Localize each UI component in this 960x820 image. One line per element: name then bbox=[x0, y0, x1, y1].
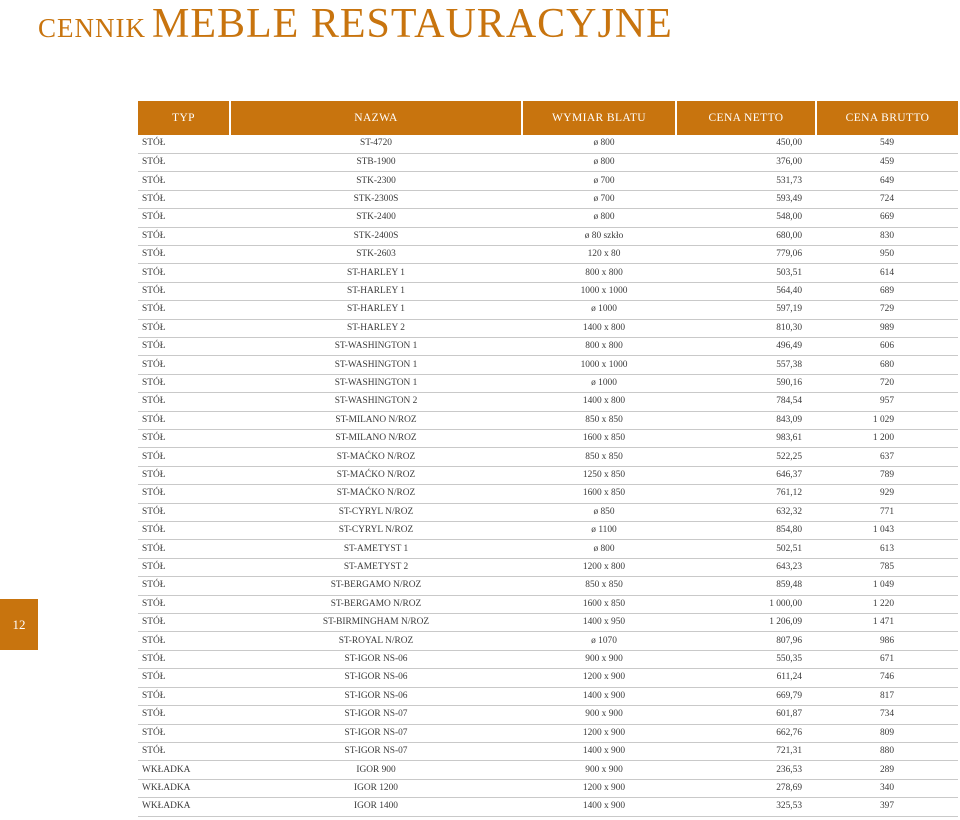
table-row bbox=[138, 503, 958, 521]
table-row bbox=[138, 393, 958, 411]
table-row bbox=[138, 301, 958, 319]
cell-typ: STÓŁ bbox=[138, 430, 230, 448]
cell-wymiar: ø 1070 bbox=[522, 632, 676, 650]
cell-nazwa: ST-WASHINGTON 1 bbox=[230, 337, 522, 355]
cell-brutto: 986 bbox=[816, 632, 958, 650]
cell-netto: 611,24 bbox=[676, 669, 816, 687]
cell-typ: STÓŁ bbox=[138, 466, 230, 484]
cell-nazwa: ST-IGOR NS-06 bbox=[230, 687, 522, 705]
cell-nazwa: ST-BERGAMO N/ROZ bbox=[230, 595, 522, 613]
cell-nazwa: ST-HARLEY 1 bbox=[230, 282, 522, 300]
page-number-tab bbox=[0, 599, 38, 650]
cell-wymiar: 1600 x 850 bbox=[522, 430, 676, 448]
cell-wymiar: ø 800 bbox=[522, 153, 676, 171]
cell-nazwa: STK-2400S bbox=[230, 227, 522, 245]
cell-nazwa: ST-WASHINGTON 1 bbox=[230, 356, 522, 374]
cell-brutto: 957 bbox=[816, 393, 958, 411]
table-row bbox=[138, 282, 958, 300]
cell-brutto: 830 bbox=[816, 227, 958, 245]
cell-wymiar: 900 x 900 bbox=[522, 706, 676, 724]
cell-brutto: 1 029 bbox=[816, 411, 958, 429]
table-row bbox=[138, 337, 958, 355]
cell-brutto: 689 bbox=[816, 282, 958, 300]
table-row bbox=[138, 245, 958, 263]
cell-typ: STÓŁ bbox=[138, 503, 230, 521]
cell-brutto: 397 bbox=[816, 798, 958, 816]
cell-netto: 1 206,09 bbox=[676, 614, 816, 632]
cell-brutto: 734 bbox=[816, 706, 958, 724]
cell-netto: 807,96 bbox=[676, 632, 816, 650]
table-row bbox=[138, 577, 958, 595]
cell-wymiar: 1400 x 800 bbox=[522, 319, 676, 337]
cell-brutto: 929 bbox=[816, 485, 958, 503]
cell-wymiar: 800 x 800 bbox=[522, 337, 676, 355]
table-row bbox=[138, 374, 958, 392]
cell-brutto: 669 bbox=[816, 209, 958, 227]
cell-typ: STÓŁ bbox=[138, 245, 230, 263]
cell-brutto: 1 049 bbox=[816, 577, 958, 595]
cell-wymiar: ø 700 bbox=[522, 190, 676, 208]
cell-netto: 550,35 bbox=[676, 650, 816, 668]
table-row bbox=[138, 779, 958, 797]
table-row bbox=[138, 227, 958, 245]
table-row bbox=[138, 706, 958, 724]
cell-nazwa: ST-ROYAL N/ROZ bbox=[230, 632, 522, 650]
cell-netto: 548,00 bbox=[676, 209, 816, 227]
header-row bbox=[138, 101, 958, 135]
cell-wymiar: 900 x 900 bbox=[522, 761, 676, 779]
cell-nazwa: ST-AMETYST 2 bbox=[230, 558, 522, 576]
table-row bbox=[138, 558, 958, 576]
cell-brutto: 459 bbox=[816, 153, 958, 171]
cell-wymiar: 1250 x 850 bbox=[522, 466, 676, 484]
cell-brutto: 1 200 bbox=[816, 430, 958, 448]
cell-typ: STÓŁ bbox=[138, 209, 230, 227]
cell-typ: STÓŁ bbox=[138, 650, 230, 668]
cell-typ: WKŁADKA bbox=[138, 761, 230, 779]
cell-nazwa: ST-MILANO N/ROZ bbox=[230, 430, 522, 448]
cell-typ: STÓŁ bbox=[138, 356, 230, 374]
cell-brutto: 613 bbox=[816, 540, 958, 558]
cell-nazwa: STK-2603 bbox=[230, 245, 522, 263]
cell-wymiar: 1400 x 900 bbox=[522, 798, 676, 816]
header-nazwa: NAZWA bbox=[230, 101, 522, 135]
cell-netto: 325,53 bbox=[676, 798, 816, 816]
cell-wymiar: 120 x 80 bbox=[522, 245, 676, 263]
cell-typ: STÓŁ bbox=[138, 632, 230, 650]
cell-nazwa: STK-2300S bbox=[230, 190, 522, 208]
cell-nazwa: ST-4720 bbox=[230, 135, 522, 153]
cell-nazwa: STK-2400 bbox=[230, 209, 522, 227]
cell-nazwa: ST-IGOR NS-06 bbox=[230, 650, 522, 668]
cell-nazwa: ST-CYRYL N/ROZ bbox=[230, 522, 522, 540]
cell-netto: 236,53 bbox=[676, 761, 816, 779]
cell-netto: 843,09 bbox=[676, 411, 816, 429]
cell-brutto: 649 bbox=[816, 172, 958, 190]
cell-netto: 564,40 bbox=[676, 282, 816, 300]
cell-nazwa: IGOR 900 bbox=[230, 761, 522, 779]
table-row bbox=[138, 742, 958, 760]
cell-typ: STÓŁ bbox=[138, 227, 230, 245]
cell-netto: 859,48 bbox=[676, 577, 816, 595]
cell-nazwa: ST-IGOR NS-07 bbox=[230, 724, 522, 742]
table-row bbox=[138, 190, 958, 208]
cell-nazwa: ST-AMETYST 1 bbox=[230, 540, 522, 558]
cell-netto: 784,54 bbox=[676, 393, 816, 411]
cell-netto: 522,25 bbox=[676, 448, 816, 466]
cell-nazwa: STB-1900 bbox=[230, 153, 522, 171]
cell-netto: 669,79 bbox=[676, 687, 816, 705]
header-typ: TYP bbox=[138, 101, 230, 135]
cell-wymiar: 1200 x 900 bbox=[522, 779, 676, 797]
cell-netto: 721,31 bbox=[676, 742, 816, 760]
cell-wymiar: 900 x 900 bbox=[522, 650, 676, 668]
cell-wymiar: 850 x 850 bbox=[522, 448, 676, 466]
cell-netto: 502,51 bbox=[676, 540, 816, 558]
cell-netto: 983,61 bbox=[676, 430, 816, 448]
cell-typ: STÓŁ bbox=[138, 614, 230, 632]
title-meble-restauracyjne: MEBLE RESTAURACYJNE bbox=[152, 1, 673, 47]
cell-nazwa: ST-HARLEY 1 bbox=[230, 301, 522, 319]
table-row bbox=[138, 485, 958, 503]
table-row bbox=[138, 466, 958, 484]
cell-typ: STÓŁ bbox=[138, 540, 230, 558]
cell-netto: 632,32 bbox=[676, 503, 816, 521]
table-row bbox=[138, 172, 958, 190]
cell-brutto: 549 bbox=[816, 135, 958, 153]
header-netto: CENA NETTO bbox=[676, 101, 816, 135]
cell-wymiar: ø 1000 bbox=[522, 374, 676, 392]
cell-typ: STÓŁ bbox=[138, 264, 230, 282]
cell-netto: 590,16 bbox=[676, 374, 816, 392]
cell-brutto: 950 bbox=[816, 245, 958, 263]
table-row bbox=[138, 798, 958, 816]
cell-brutto: 606 bbox=[816, 337, 958, 355]
price-table-body bbox=[138, 135, 958, 816]
table-row bbox=[138, 319, 958, 337]
table-row bbox=[138, 209, 958, 227]
cell-brutto: 1 471 bbox=[816, 614, 958, 632]
cell-typ: STÓŁ bbox=[138, 319, 230, 337]
cell-netto: 779,06 bbox=[676, 245, 816, 263]
cell-typ: STÓŁ bbox=[138, 687, 230, 705]
cell-typ: STÓŁ bbox=[138, 485, 230, 503]
cell-wymiar: 1400 x 900 bbox=[522, 687, 676, 705]
table-row bbox=[138, 614, 958, 632]
cell-brutto: 680 bbox=[816, 356, 958, 374]
cell-netto: 593,49 bbox=[676, 190, 816, 208]
cell-nazwa: ST-MAĆKO N/ROZ bbox=[230, 466, 522, 484]
cell-typ: STÓŁ bbox=[138, 301, 230, 319]
table-row bbox=[138, 650, 958, 668]
cell-netto: 646,37 bbox=[676, 466, 816, 484]
cell-wymiar: 1600 x 850 bbox=[522, 485, 676, 503]
cell-wymiar: 850 x 850 bbox=[522, 411, 676, 429]
cell-typ: STÓŁ bbox=[138, 577, 230, 595]
cell-netto: 601,87 bbox=[676, 706, 816, 724]
cell-typ: STÓŁ bbox=[138, 153, 230, 171]
cell-typ: STÓŁ bbox=[138, 595, 230, 613]
cell-typ: STÓŁ bbox=[138, 337, 230, 355]
cell-nazwa: ST-BERGAMO N/ROZ bbox=[230, 577, 522, 595]
cell-brutto: 1 220 bbox=[816, 595, 958, 613]
cell-brutto: 614 bbox=[816, 264, 958, 282]
table-row bbox=[138, 522, 958, 540]
price-table bbox=[138, 101, 958, 817]
cell-nazwa: ST-WASHINGTON 1 bbox=[230, 374, 522, 392]
cell-wymiar: ø 1100 bbox=[522, 522, 676, 540]
cell-wymiar: 1600 x 850 bbox=[522, 595, 676, 613]
table-row bbox=[138, 356, 958, 374]
table-row bbox=[138, 669, 958, 687]
cell-brutto: 720 bbox=[816, 374, 958, 392]
cell-wymiar: 1200 x 900 bbox=[522, 724, 676, 742]
cell-wymiar: 1400 x 800 bbox=[522, 393, 676, 411]
cell-brutto: 340 bbox=[816, 779, 958, 797]
cell-typ: STÓŁ bbox=[138, 448, 230, 466]
cell-nazwa: STK-2300 bbox=[230, 172, 522, 190]
table-row bbox=[138, 135, 958, 153]
cell-brutto: 809 bbox=[816, 724, 958, 742]
cell-wymiar: ø 850 bbox=[522, 503, 676, 521]
cell-brutto: 637 bbox=[816, 448, 958, 466]
table-row bbox=[138, 264, 958, 282]
cell-nazwa: ST-MAĆKO N/ROZ bbox=[230, 485, 522, 503]
cell-wymiar: 850 x 850 bbox=[522, 577, 676, 595]
cell-netto: 1 000,00 bbox=[676, 595, 816, 613]
table-row bbox=[138, 540, 958, 558]
cell-brutto: 724 bbox=[816, 190, 958, 208]
cell-netto: 531,73 bbox=[676, 172, 816, 190]
cell-netto: 643,23 bbox=[676, 558, 816, 576]
cell-typ: STÓŁ bbox=[138, 558, 230, 576]
cell-netto: 557,38 bbox=[676, 356, 816, 374]
header-wymiar: WYMIAR BLATU bbox=[522, 101, 676, 135]
cell-netto: 662,76 bbox=[676, 724, 816, 742]
cell-brutto: 746 bbox=[816, 669, 958, 687]
cell-typ: STÓŁ bbox=[138, 724, 230, 742]
cell-brutto: 671 bbox=[816, 650, 958, 668]
cell-netto: 503,51 bbox=[676, 264, 816, 282]
cell-brutto: 880 bbox=[816, 742, 958, 760]
cell-typ: STÓŁ bbox=[138, 135, 230, 153]
cell-nazwa: ST-MAĆKO N/ROZ bbox=[230, 448, 522, 466]
cell-brutto: 989 bbox=[816, 319, 958, 337]
cell-netto: 278,69 bbox=[676, 779, 816, 797]
cell-wymiar: 1200 x 900 bbox=[522, 669, 676, 687]
cell-typ: WKŁADKA bbox=[138, 779, 230, 797]
cell-nazwa: ST-HARLEY 2 bbox=[230, 319, 522, 337]
cell-nazwa: ST-IGOR NS-07 bbox=[230, 706, 522, 724]
page-title bbox=[38, 0, 673, 46]
cell-wymiar: 1000 x 1000 bbox=[522, 356, 676, 374]
cell-netto: 680,00 bbox=[676, 227, 816, 245]
cell-wymiar: 1400 x 900 bbox=[522, 742, 676, 760]
cell-wymiar: 1200 x 800 bbox=[522, 558, 676, 576]
cell-wymiar: 800 x 800 bbox=[522, 264, 676, 282]
cell-nazwa: IGOR 1200 bbox=[230, 779, 522, 797]
cell-typ: STÓŁ bbox=[138, 706, 230, 724]
cell-wymiar: ø 800 bbox=[522, 209, 676, 227]
cell-brutto: 729 bbox=[816, 301, 958, 319]
cell-brutto: 1 043 bbox=[816, 522, 958, 540]
cell-wymiar: ø 800 bbox=[522, 135, 676, 153]
table-row bbox=[138, 724, 958, 742]
cell-typ: WKŁADKA bbox=[138, 798, 230, 816]
cell-typ: STÓŁ bbox=[138, 742, 230, 760]
cell-netto: 810,30 bbox=[676, 319, 816, 337]
cell-nazwa: ST-IGOR NS-06 bbox=[230, 669, 522, 687]
cell-brutto: 785 bbox=[816, 558, 958, 576]
table-row bbox=[138, 448, 958, 466]
table-row bbox=[138, 632, 958, 650]
cell-typ: STÓŁ bbox=[138, 411, 230, 429]
table-row bbox=[138, 153, 958, 171]
cell-nazwa: ST-IGOR NS-07 bbox=[230, 742, 522, 760]
cell-nazwa: ST-MILANO N/ROZ bbox=[230, 411, 522, 429]
cell-wymiar: ø 80 szkło bbox=[522, 227, 676, 245]
title-cennik: CENNIK bbox=[38, 13, 146, 43]
cell-typ: STÓŁ bbox=[138, 522, 230, 540]
table-row bbox=[138, 411, 958, 429]
cell-typ: STÓŁ bbox=[138, 190, 230, 208]
cell-wymiar: ø 800 bbox=[522, 540, 676, 558]
cell-typ: STÓŁ bbox=[138, 282, 230, 300]
table-row bbox=[138, 687, 958, 705]
cell-netto: 761,12 bbox=[676, 485, 816, 503]
cell-brutto: 771 bbox=[816, 503, 958, 521]
table-row bbox=[138, 430, 958, 448]
cell-brutto: 789 bbox=[816, 466, 958, 484]
cell-wymiar: 1000 x 1000 bbox=[522, 282, 676, 300]
cell-brutto: 817 bbox=[816, 687, 958, 705]
cell-wymiar: ø 700 bbox=[522, 172, 676, 190]
cell-netto: 597,19 bbox=[676, 301, 816, 319]
cell-typ: STÓŁ bbox=[138, 393, 230, 411]
cell-nazwa: ST-WASHINGTON 2 bbox=[230, 393, 522, 411]
page-number: 12 bbox=[12, 616, 26, 632]
table-row bbox=[138, 595, 958, 613]
cell-nazwa: ST-CYRYL N/ROZ bbox=[230, 503, 522, 521]
cell-netto: 450,00 bbox=[676, 135, 816, 153]
cell-typ: STÓŁ bbox=[138, 172, 230, 190]
table-row bbox=[138, 761, 958, 779]
header-brutto: CENA BRUTTO bbox=[816, 101, 958, 135]
cell-wymiar: ø 1000 bbox=[522, 301, 676, 319]
cell-typ: STÓŁ bbox=[138, 374, 230, 392]
cell-brutto: 289 bbox=[816, 761, 958, 779]
cell-typ: STÓŁ bbox=[138, 669, 230, 687]
cell-nazwa: ST-HARLEY 1 bbox=[230, 264, 522, 282]
cell-netto: 496,49 bbox=[676, 337, 816, 355]
cell-nazwa: IGOR 1400 bbox=[230, 798, 522, 816]
cell-wymiar: 1400 x 950 bbox=[522, 614, 676, 632]
cell-netto: 854,80 bbox=[676, 522, 816, 540]
cell-nazwa: ST-BIRMINGHAM N/ROZ bbox=[230, 614, 522, 632]
cell-netto: 376,00 bbox=[676, 153, 816, 171]
